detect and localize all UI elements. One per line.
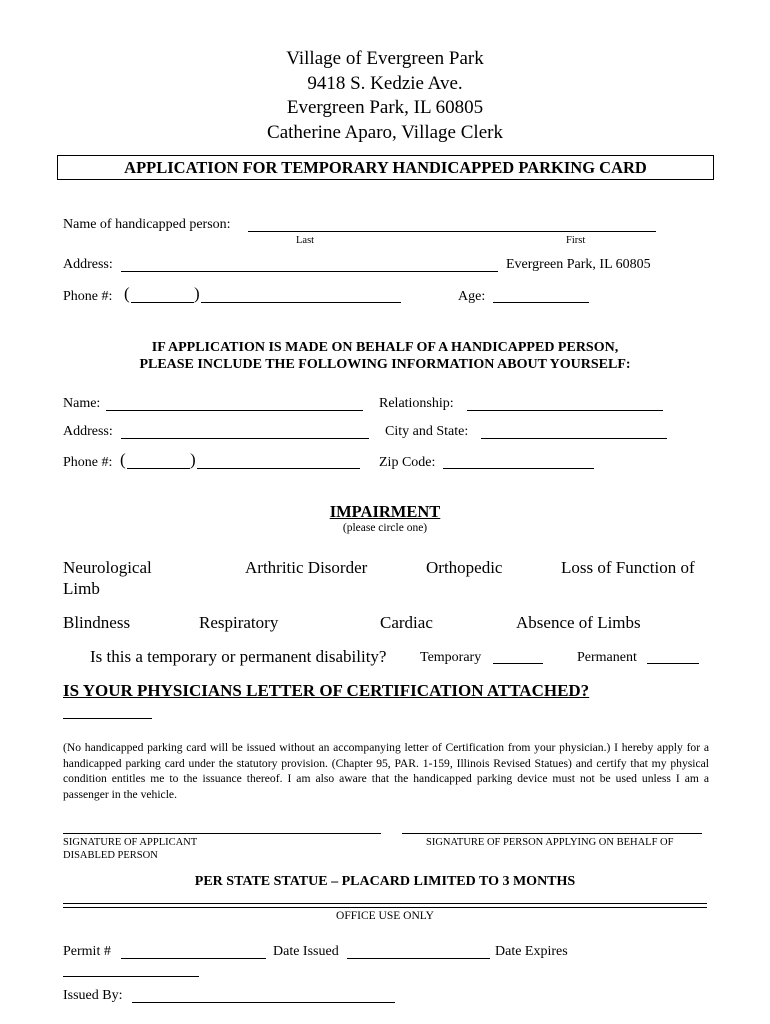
city-and-state-label: City and State: [385,424,469,439]
address-label: Address: [63,257,113,272]
behalf-phone-number-field[interactable] [197,468,360,469]
certification-question: IS YOUR PHYSICIANS LETTER OF CERTIFICATION ATTACHED? [63,681,590,700]
behalf-signature-caption: SIGNATURE OF PERSON APPLYING ON BEHALF OF [426,837,674,848]
city-and-state-field[interactable] [481,438,667,439]
village-city: Evergreen Park, IL 60805 [286,97,484,118]
date-expires-label: Date Expires [495,944,568,959]
phone-label: Phone #: [63,289,113,304]
office-divider-bottom [63,907,707,908]
applicant-signature-caption: SIGNATURE OF APPLICANT [63,837,198,848]
impairment-heading: IMPAIRMENT [329,502,441,521]
option-neurological[interactable]: Neurological [63,558,152,577]
address-field[interactable] [121,271,498,272]
age-label: Age: [458,289,486,304]
behalf-name-label: Name: [63,396,101,411]
issued-by-field[interactable] [132,1002,395,1003]
option-limb[interactable]: Limb [63,579,100,598]
behalf-signature-line[interactable] [402,833,702,834]
phone-area-open: ( [124,284,130,303]
relationship-field[interactable] [467,410,663,411]
behalf-notice-line1: IF APPLICATION IS MADE ON BEHALF OF A HANDICAPPED PERSON, [151,340,619,355]
last-name-caption: Last [296,235,315,246]
behalf-address-field[interactable] [121,438,369,439]
permanent-field[interactable] [647,663,699,664]
behalf-phone-label: Phone #: [63,455,113,470]
behalf-notice-line2: PLEASE INCLUDE THE FOLLOWING INFORMATION ABOUT YOURSELF: [139,357,631,372]
village-street: 9418 S. Kedzie Ave. [307,72,463,94]
office-divider-top [63,903,707,904]
date-expires-field[interactable] [63,976,199,977]
age-field[interactable] [493,302,589,303]
village-name: Village of Evergreen Park [286,48,484,69]
behalf-name-field[interactable] [106,410,363,411]
option-cardiac[interactable]: Cardiac [380,613,433,632]
phone-number-field[interactable] [201,302,401,303]
disability-type-question: Is this a temporary or permanent disability? [90,647,387,666]
option-blindness[interactable]: Blindness [63,613,131,632]
permanent-label: Permanent [577,650,637,665]
zip-code-field[interactable] [443,468,594,469]
handicapped-name-label: Name of handicapped person: [63,217,231,232]
phone-area-code-field[interactable] [131,302,194,303]
office-use-heading: OFFICE USE ONLY [336,910,434,922]
temporary-field[interactable] [493,663,543,664]
city-state-zip: Evergreen Park, IL 60805 [506,257,651,272]
handicapped-name-field[interactable] [248,231,656,232]
relationship-label: Relationship: [379,396,454,411]
temporary-label: Temporary [420,650,482,665]
behalf-phone-area-open: ( [120,450,126,469]
disabled-person-caption: DISABLED PERSON [63,850,158,861]
zip-code-label: Zip Code: [379,455,436,470]
date-issued-field[interactable] [347,958,490,959]
certification-statement: (No handicapped parking card will be issued without an accompanying letter of Certification from your physician.) I hereby apply for a handicapped parking card under the statutory provision. (Chapter 95, PAR. 1-159, Illinois Revised Statues) and certify that my physical condition entitles me to the issuance thereof. I am also aware that the handicapped parking device must not be used unless I am a passenger in the vehicle. [63,741,709,801]
option-orthopedic[interactable]: Orthopedic [426,558,503,577]
behalf-phone-area-code-field[interactable] [127,468,190,469]
permit-number-label: Permit # [63,944,111,959]
impairment-instruction: (please circle one) [342,522,428,534]
applicant-signature-line[interactable] [63,833,381,834]
behalf-address-label: Address: [63,424,113,439]
option-respiratory[interactable]: Respiratory [199,613,279,632]
certification-answer-field[interactable] [63,718,152,719]
date-issued-label: Date Issued [273,944,339,959]
behalf-phone-area-close: ) [190,450,196,469]
village-clerk: Catherine Aparo, Village Clerk [267,121,503,143]
form-title: APPLICATION FOR TEMPORARY HANDICAPPED PARKING CARD [57,155,714,180]
option-arthritic-disorder[interactable]: Arthritic Disorder [245,558,368,577]
issued-by-label: Issued By: [63,988,123,1003]
phone-area-close: ) [194,284,200,303]
option-absence-of-limbs[interactable]: Absence of Limbs [516,613,641,632]
placard-limit-notice: PER STATE STATUE – PLACARD LIMITED TO 3 MONTHS [194,874,576,889]
option-loss-of-function[interactable]: Loss of Function of [561,558,695,577]
permit-number-field[interactable] [121,958,266,959]
first-name-caption: First [566,235,586,246]
